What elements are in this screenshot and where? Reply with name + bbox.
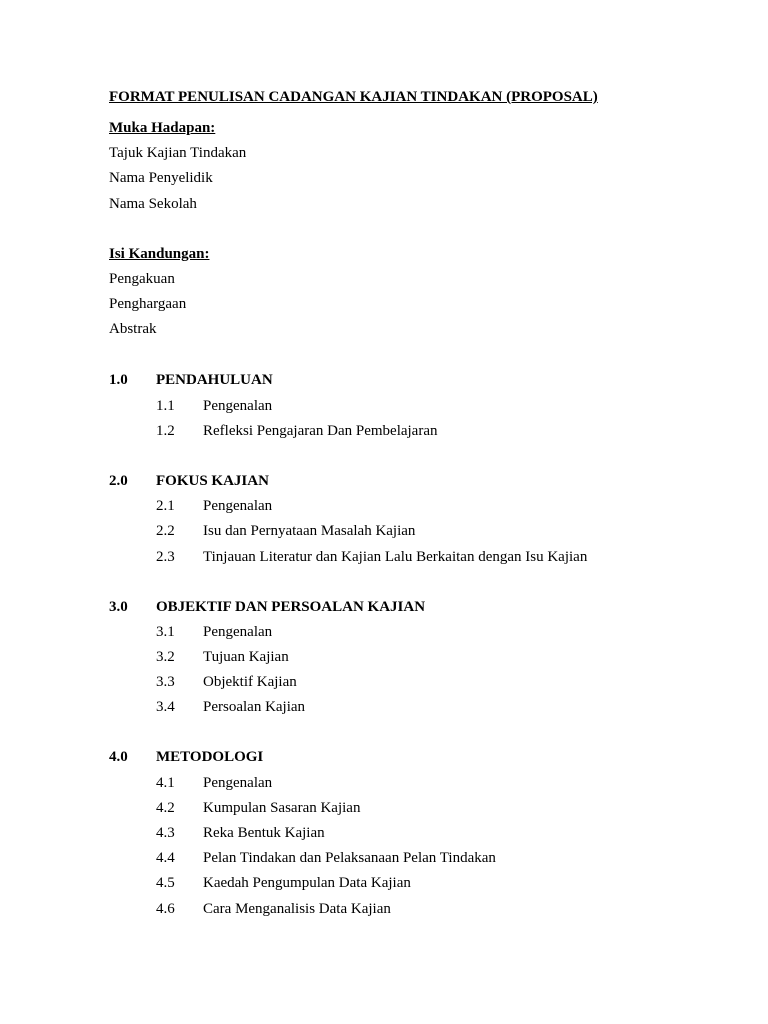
front-page-item: Nama Sekolah	[109, 196, 197, 212]
subsection-number: 4.1	[156, 775, 175, 791]
front-page-heading: Muka Hadapan:	[109, 120, 216, 136]
subsection-title: Pengenalan	[203, 775, 273, 791]
subsection-number: 1.2	[156, 423, 175, 439]
subsection-title: Refleksi Pengajaran Dan Pembelajaran	[203, 423, 438, 439]
section-number: 4.0	[109, 749, 128, 765]
subsection-number: 3.2	[156, 649, 175, 665]
subsection-title: Pengenalan	[203, 624, 273, 640]
subsection-title: Pelan Tindakan dan Pelaksanaan Pelan Tindakan	[203, 850, 496, 866]
subsection-title: Cara Menganalisis Data Kajian	[203, 901, 391, 917]
subsection-number: 2.1	[156, 498, 175, 514]
contents-heading: Isi Kandungan:	[109, 246, 210, 262]
subsection-number: 4.2	[156, 800, 175, 816]
subsection-number: 2.2	[156, 523, 175, 539]
section-number: 2.0	[109, 473, 128, 489]
contents-item: Pengakuan	[109, 271, 175, 287]
subsection-number: 4.3	[156, 825, 175, 841]
front-page-item: Nama Penyelidik	[109, 170, 213, 186]
subsection-title: Persoalan Kajian	[203, 699, 306, 715]
contents-item: Penghargaan	[109, 296, 187, 312]
subsection-number: 2.3	[156, 549, 175, 565]
section-title: OBJEKTIF DAN PERSOALAN KAJIAN	[156, 599, 426, 615]
document-title: FORMAT PENULISAN CADANGAN KAJIAN TINDAKAN (PROPOSAL)	[109, 89, 598, 105]
subsection-number: 1.1	[156, 398, 175, 414]
subsection-number: 4.5	[156, 875, 175, 891]
subsection-title: Isu dan Pernyataan Masalah Kajian	[203, 523, 416, 539]
subsection-title: Pengenalan	[203, 498, 273, 514]
subsection-number: 4.4	[156, 850, 175, 866]
subsection-title: Tinjauan Literatur dan Kajian Lalu Berkaitan dengan Isu Kajian	[203, 549, 588, 565]
subsection-title: Kaedah Pengumpulan Data Kajian	[203, 875, 411, 891]
section-title: METODOLOGI	[156, 749, 264, 765]
subsection-title: Reka Bentuk Kajian	[203, 825, 325, 841]
subsection-title: Objektif Kajian	[203, 674, 297, 690]
section-number: 3.0	[109, 599, 128, 615]
subsection-title: Pengenalan	[203, 398, 273, 414]
subsection-number: 3.4	[156, 699, 175, 715]
front-page-item: Tajuk Kajian Tindakan	[109, 145, 247, 161]
contents-item: Abstrak	[109, 321, 157, 337]
subsection-number: 4.6	[156, 901, 175, 917]
section-number: 1.0	[109, 372, 128, 388]
subsection-number: 3.1	[156, 624, 175, 640]
subsection-number: 3.3	[156, 674, 175, 690]
subsection-title: Tujuan Kajian	[203, 649, 289, 665]
section-title: PENDAHULUAN	[156, 372, 273, 388]
section-title: FOKUS KAJIAN	[156, 473, 269, 489]
subsection-title: Kumpulan Sasaran Kajian	[203, 800, 361, 816]
